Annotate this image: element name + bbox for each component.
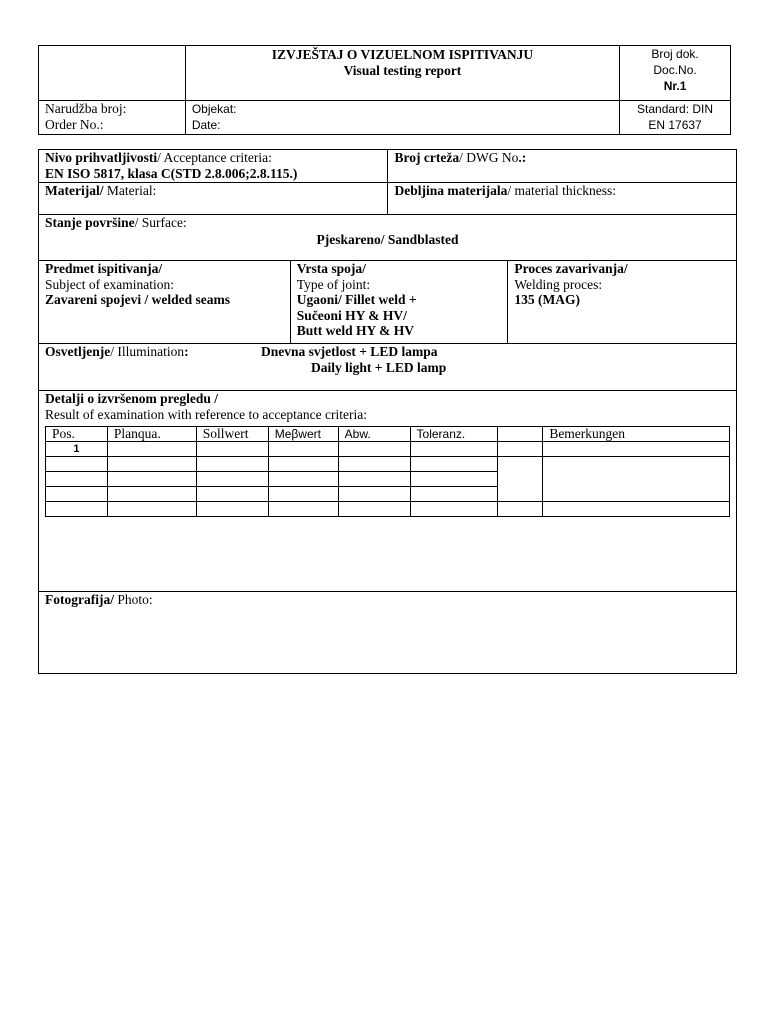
table-cell[interactable]: [196, 457, 268, 472]
surface-value: Pjeskareno/ Sandblasted: [316, 231, 459, 247]
subject-cell[interactable]: [39, 261, 291, 344]
report-title-en: Visual testing report: [343, 63, 462, 78]
table-cell[interactable]: [498, 502, 543, 517]
header-empty-cell: [39, 46, 186, 101]
joint-value-2: Sučeoni HY & HV/: [296, 307, 407, 323]
table-cell[interactable]: [196, 502, 268, 517]
joint-label-bs: Vrsta spoja/: [296, 261, 366, 276]
table-cell[interactable]: [196, 442, 268, 457]
acceptance-label-bs: Nivo prihvatljivosti: [45, 150, 158, 165]
col-bemerkungen-header: Bemerkungen: [543, 427, 730, 442]
col-messwert-header: Meβwert: [268, 427, 338, 442]
doc-number-cell: [620, 46, 731, 101]
standard-cell: [620, 101, 731, 135]
photo-label-bs: Fotografija/: [45, 592, 114, 607]
col-sollwert-header: Sollwert: [196, 427, 268, 442]
process-value: 135 (MAG): [514, 292, 580, 307]
drawing-label-suffix: .:: [518, 150, 527, 165]
col-toleranz-header: Toleranz.: [410, 427, 498, 442]
doc-label-bs: Broj dok.: [651, 47, 699, 61]
drawing-number-cell[interactable]: [388, 150, 737, 183]
table-cell[interactable]: [46, 472, 108, 487]
report-title-bs: IZVJEŠTAJ O VIZUELNOM ISPITIVANJU: [271, 47, 534, 62]
material-label-bs: Materijal/: [45, 183, 104, 198]
illumination-cell[interactable]: [39, 344, 737, 391]
table-cell[interactable]: [410, 502, 498, 517]
subject-value: Zavareni spojevi / welded seams: [45, 292, 230, 307]
surface-label-en: / Surface:: [134, 215, 187, 230]
drawing-label-en: / DWG No: [459, 150, 519, 165]
table-cell[interactable]: [268, 457, 338, 472]
process-label-bs: Proces zavarivanja/: [514, 261, 628, 276]
table-cell[interactable]: [46, 457, 108, 472]
order-number-cell[interactable]: [39, 101, 186, 135]
results-header-row: [46, 427, 730, 442]
details-label-en: Result of examination with reference to acceptance criteria:: [45, 406, 367, 422]
table-cell[interactable]: [543, 502, 730, 517]
pos-number[interactable]: 1: [46, 442, 108, 457]
joint-type-cell[interactable]: [290, 261, 508, 344]
doc-label-en: Doc.No.: [653, 63, 697, 77]
table-cell[interactable]: [107, 472, 196, 487]
standard-line2: EN 17637: [648, 118, 702, 132]
doc-number: Nr.1: [663, 79, 687, 93]
table-cell[interactable]: [46, 502, 108, 517]
table-row: [46, 442, 730, 457]
table-cell[interactable]: [107, 442, 196, 457]
table-cell[interactable]: [268, 442, 338, 457]
col-pos-header: Pos.: [46, 427, 108, 442]
table-cell[interactable]: [196, 487, 268, 502]
table-cell[interactable]: [543, 442, 730, 457]
table-merged-cell[interactable]: [498, 457, 543, 502]
table-cell[interactable]: [410, 442, 498, 457]
subject-label-en: Subject of examination:: [45, 276, 174, 292]
joint-label-en: Type of joint:: [296, 276, 371, 292]
details-label-bs: Detalji o izvršenom pregledu /: [45, 391, 218, 406]
col-blank-header: [498, 427, 543, 442]
table-cell[interactable]: [410, 487, 498, 502]
date-label: Date:: [191, 118, 221, 132]
table-cell[interactable]: [498, 442, 543, 457]
acceptance-value: EN ISO 5817, klasa C(STD 2.8.006;2.8.115.): [45, 165, 298, 181]
illumination-value-bs: Dnevna svjetlost + LED lampa: [261, 344, 438, 359]
illumination-value-en: Daily light + LED lamp: [311, 360, 447, 375]
table-cell[interactable]: [410, 472, 498, 487]
remarks-merged-cell[interactable]: [543, 457, 730, 502]
order-label-en: Order No.:: [45, 117, 104, 132]
col-abw-header: Abw.: [338, 427, 410, 442]
illumination-colon: :: [184, 344, 189, 359]
table-cell[interactable]: [338, 442, 410, 457]
object-label: Objekat:: [191, 102, 237, 116]
material-cell[interactable]: [39, 183, 388, 215]
table-cell[interactable]: [338, 457, 410, 472]
examination-details-cell: [39, 391, 737, 592]
joint-value-3: Butt weld HY & HV: [296, 323, 415, 338]
table-cell[interactable]: [46, 487, 108, 502]
col-planqua-header: Planqua.: [107, 427, 196, 442]
drawing-label-bs: Broj crteža: [394, 150, 460, 165]
acceptance-criteria-cell[interactable]: [39, 150, 388, 183]
table-cell[interactable]: [338, 502, 410, 517]
table-cell[interactable]: [338, 487, 410, 502]
table-cell[interactable]: [410, 457, 498, 472]
table-cell[interactable]: [338, 472, 410, 487]
illumination-label-en: / Illumination: [110, 344, 185, 359]
table-cell[interactable]: [268, 502, 338, 517]
table-cell[interactable]: [107, 457, 196, 472]
thickness-label-en: / material thickness:: [507, 183, 617, 198]
table-cell[interactable]: [107, 487, 196, 502]
illumination-label-bs: Osvetljenje: [45, 344, 111, 359]
table-cell[interactable]: [268, 487, 338, 502]
acceptance-label-en: / Acceptance criteria:: [157, 150, 272, 165]
joint-value-1: Ugaoni/ Fillet weld +: [296, 292, 417, 307]
table-row: [46, 502, 730, 517]
order-label-bs: Narudžba broj:: [45, 101, 127, 116]
welding-process-cell[interactable]: [508, 261, 737, 344]
material-label-en: Material:: [103, 183, 157, 198]
table-cell[interactable]: [107, 502, 196, 517]
surface-cell[interactable]: [39, 215, 737, 261]
report-title-cell: [185, 46, 619, 101]
table-cell[interactable]: [268, 472, 338, 487]
photo-label-en: Photo:: [113, 592, 153, 607]
standard-line1: Standard: DIN: [637, 102, 714, 116]
process-label-en: Welding proces:: [514, 276, 603, 292]
table-cell[interactable]: [196, 472, 268, 487]
table-row: [46, 457, 730, 472]
report-header: [38, 45, 731, 135]
surface-label-bs: Stanje površine: [45, 215, 135, 230]
thickness-label-bs: Debljina materijala: [394, 183, 508, 198]
subject-label-bs: Predmet ispitivanja/: [45, 261, 163, 276]
report-body: [38, 149, 737, 674]
object-date-cell[interactable]: [185, 101, 619, 135]
results-table: [45, 426, 730, 517]
photo-cell[interactable]: [39, 592, 737, 674]
thickness-cell[interactable]: [388, 183, 737, 215]
